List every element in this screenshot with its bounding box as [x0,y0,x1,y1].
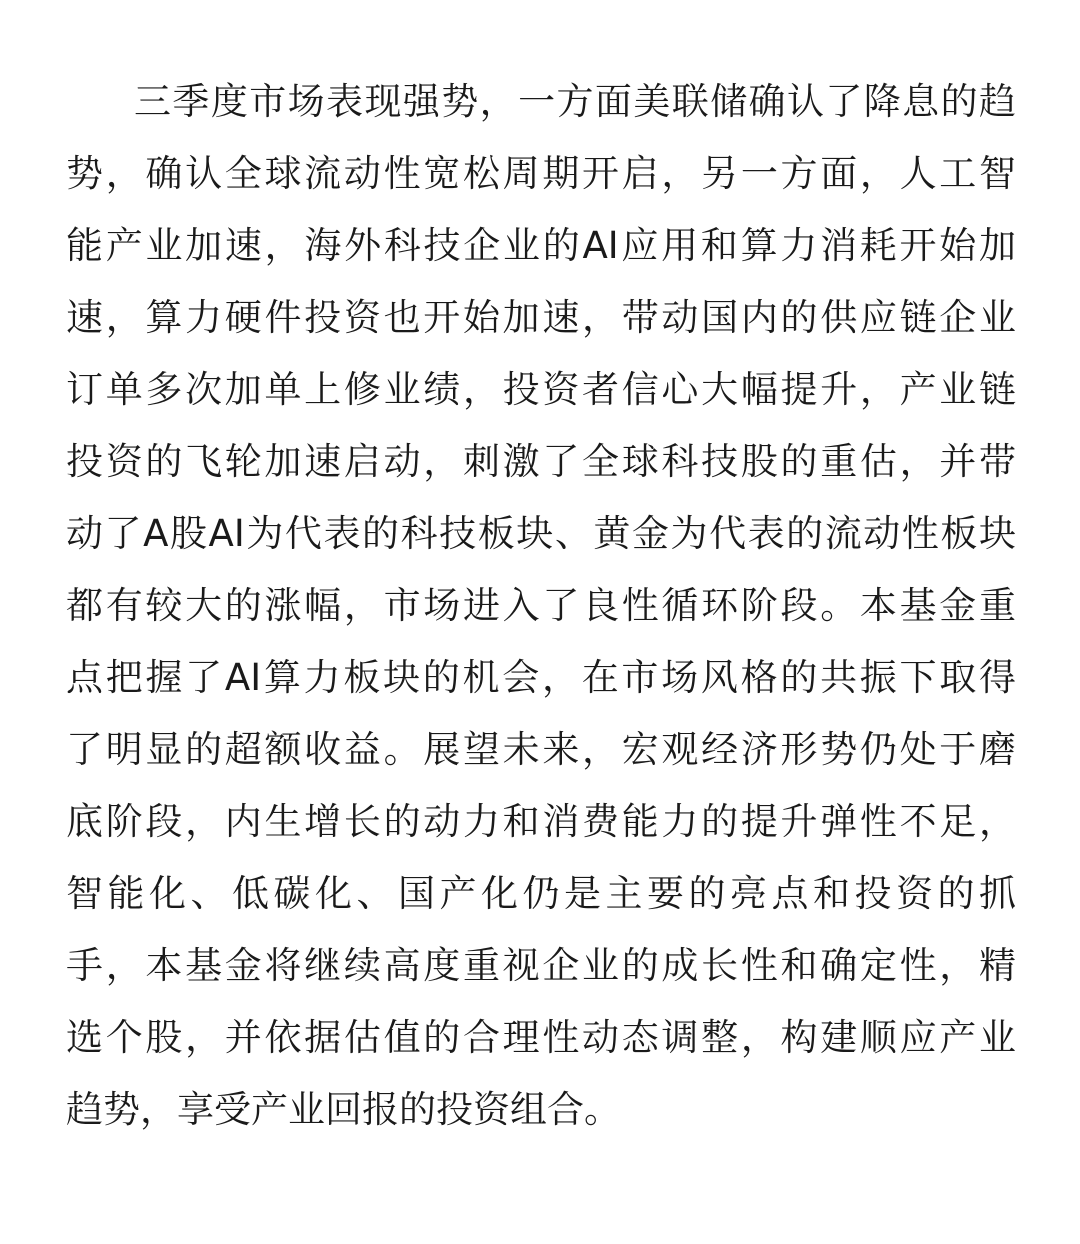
paragraph-line: 订单多次加单上修业绩，投资者信心大幅提升，产业链 [66,368,1016,411]
paragraph-line: 都有较大的涨幅，市场进入了良性循环阶段。本基金重 [66,584,1016,627]
paragraph-line: 势，确认全球流动性宽松周期开启，另一方面，人工智 [66,152,1016,195]
paragraph-line: 点把握了AI算力板块的机会，在市场风格的共振下取得 [66,656,1016,699]
paragraph-line: 了明显的超额收益。展望未来，宏观经济形势仍处于磨 [66,728,1016,771]
document-paragraph [66,66,1016,1146]
paragraph-line: 手，本基金将继续高度重视企业的成长性和确定性，精 [66,944,1016,987]
paragraph-line: 选个股，并依据估值的合理性动态调整，构建顺应产业 [66,1016,1016,1059]
paragraph-line: 三季度市场表现强势，一方面美联储确认了降息的趋 [134,80,1016,123]
paragraph-line: 趋势，享受产业回报的投资组合。 [66,1088,621,1131]
paragraph-line: 动了A股AI为代表的科技板块、黄金为代表的流动性板块 [66,512,1016,555]
paragraph-line: 智能化、低碳化、国产化仍是主要的亮点和投资的抓 [66,872,1016,915]
paragraph-line: 投资的飞轮加速启动，刺激了全球科技股的重估，并带 [66,440,1016,483]
paragraph-line: 能产业加速，海外科技企业的AI应用和算力消耗开始加 [66,224,1016,267]
paragraph-line: 底阶段，内生增长的动力和消费能力的提升弹性不足， [66,800,1016,843]
paragraph-line: 速，算力硬件投资也开始加速，带动国内的供应链企业 [66,296,1016,339]
